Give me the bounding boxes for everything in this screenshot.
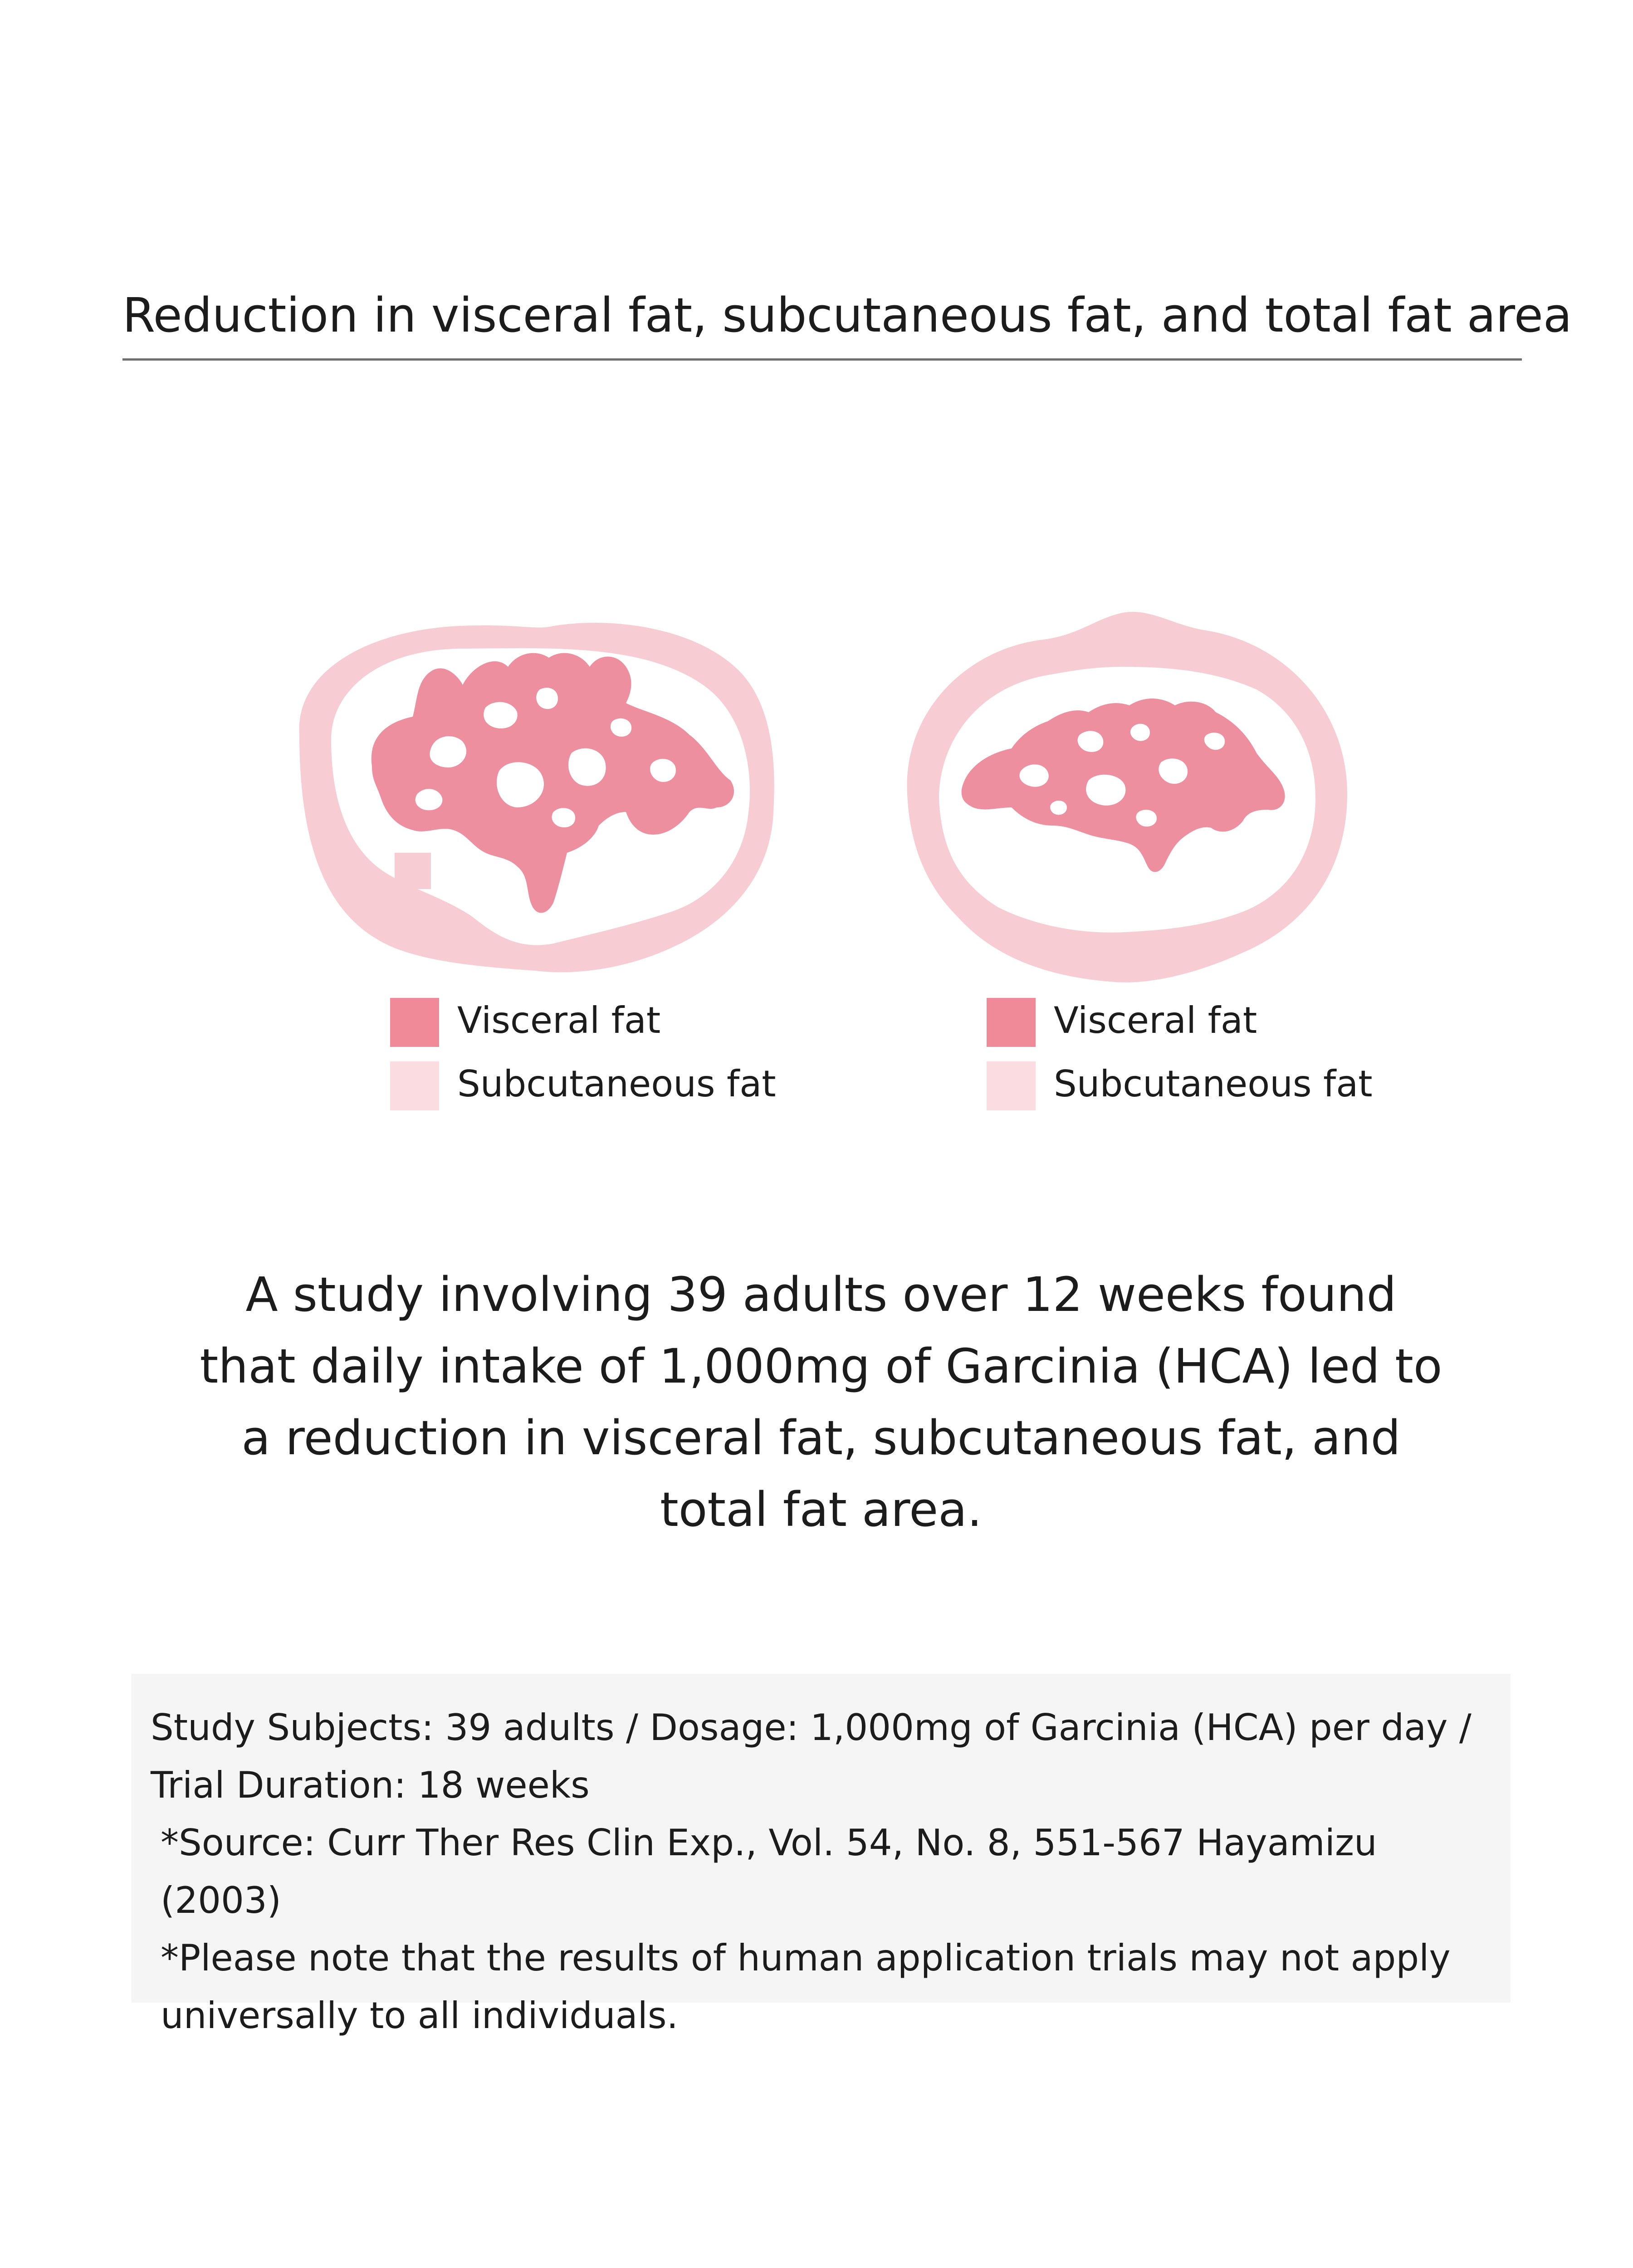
legend-label: Visceral fat (1054, 999, 1257, 1041)
abdomen-scan-before (281, 599, 785, 989)
legend-label: Visceral fat (457, 999, 661, 1041)
legend-label: Subcutaneous fat (457, 1063, 776, 1105)
study-notes-box (132, 1674, 1511, 2037)
disclaimer: *Please note that the results of human application trials may not apply universally to all individuals. (161, 1937, 1451, 2037)
legend-after (987, 989, 1440, 1116)
subcutaneous-fat-swatch (390, 1061, 439, 1110)
study-info: Study Subjects: 39 adults / Dosage: 1,000mg of Garcinia (HCA) per day / Trial Duration: 18 weeks (151, 1706, 1472, 1806)
study-summary: A study involving 39 adults over 12 weeks found that daily intake of 1,000mg of Garcinia (HCA) led to a reduction in visceral fat, subcutaneous fat, and total fat area. (200, 1267, 1442, 1537)
legend-before (390, 989, 844, 1116)
visceral-fat-swatch (390, 998, 439, 1047)
visceral-fat-swatch (987, 998, 1036, 1047)
abdomen-scan-after (898, 599, 1356, 989)
subcutaneous-fat-notch (395, 853, 431, 889)
title-divider (122, 358, 1522, 361)
legend-item-visceral-fat (987, 989, 1440, 1052)
subcutaneous-fat-swatch (987, 1061, 1036, 1110)
legend-item-subcutaneous-fat (390, 1052, 844, 1116)
legend-item-visceral-fat (390, 989, 844, 1052)
page-title: Reduction in visceral fat, subcutaneous fat, and total fat area (122, 288, 1572, 343)
legend-label: Subcutaneous fat (1054, 1063, 1373, 1105)
legend-item-subcutaneous-fat (987, 1052, 1440, 1116)
source-citation: *Source: Curr Ther Res Clin Exp., Vol. 54, No. 8, 551-567 Hayamizu (2003) (161, 1822, 1377, 1921)
